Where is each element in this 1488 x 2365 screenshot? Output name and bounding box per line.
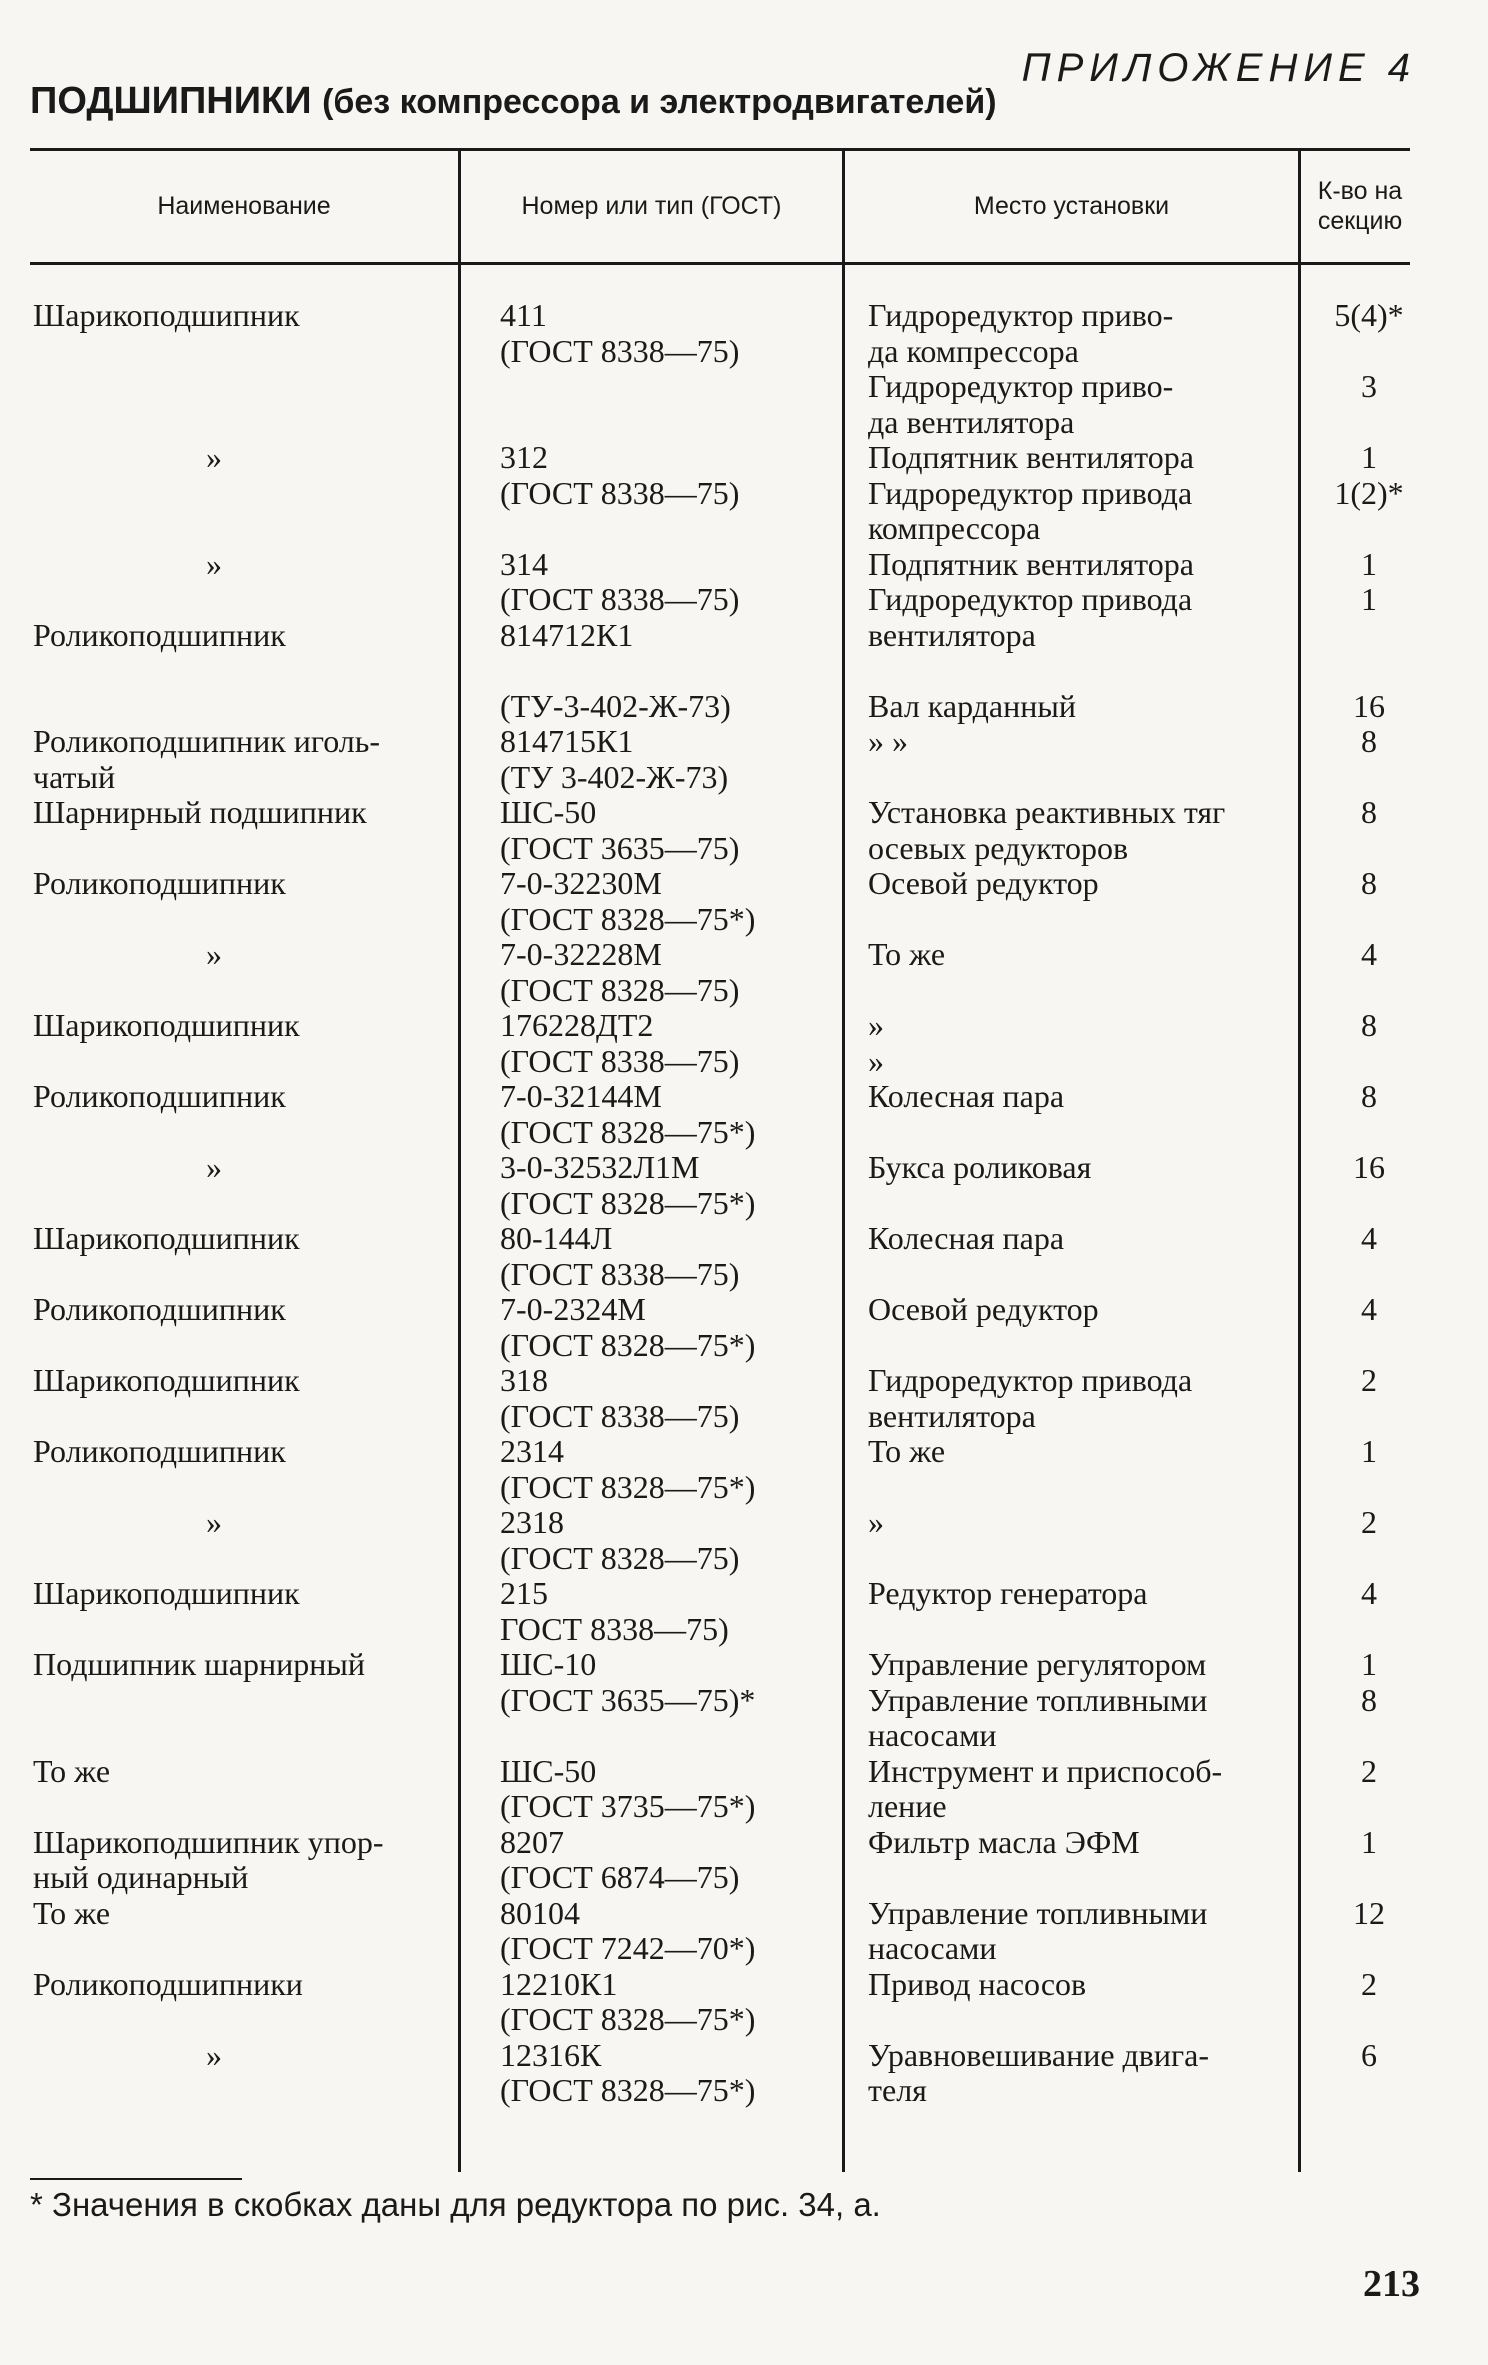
cell-qty: 4 <box>1361 1220 1377 1256</box>
cell-qty <box>1304 1328 1434 1364</box>
cell-qty <box>1304 760 1434 796</box>
cell-place <box>842 1328 1304 1364</box>
cell-number: (ГОСТ 8338—75) <box>500 1397 740 1434</box>
cell-number <box>458 405 842 441</box>
cell-name <box>0 653 458 689</box>
cell-place: ление <box>868 1788 947 1824</box>
cell-place: Гидроредуктор приво- <box>868 297 1174 333</box>
cell-qty: 8 <box>1361 1078 1377 1114</box>
cell-number: 411 <box>500 297 547 333</box>
cell-name: Шарикоподшипник <box>33 1362 300 1398</box>
cell-place: Инструмент и приспособ- <box>868 1752 1223 1789</box>
table-row <box>0 1860 1488 1896</box>
cell-number: (ГОСТ 8338—75) <box>500 1042 740 1079</box>
table-row <box>0 795 1488 831</box>
cell-place: Гидроредуктор привода <box>868 1362 1193 1398</box>
table-row <box>0 582 1488 618</box>
cell-qty: 5(4)* <box>1334 297 1404 333</box>
cell-qty: 1 <box>1361 439 1377 475</box>
cell-number: (ГОСТ 7242—70*) <box>500 1930 756 1966</box>
cell-name: » <box>206 936 222 972</box>
cell-qty <box>1304 1931 1434 1967</box>
cell-place: То же <box>868 1433 946 1469</box>
cell-name: » <box>206 2036 222 2073</box>
cell-name: » <box>206 1149 222 1185</box>
cell-name <box>0 1683 458 1719</box>
cell-number: 7-0-32144М <box>500 1078 662 1114</box>
cell-name <box>0 369 458 405</box>
cell-name: Роликоподшипник <box>33 1433 286 1469</box>
cell-qty <box>1304 1612 1434 1648</box>
cell-name <box>0 973 458 1009</box>
cell-number: (ГОСТ 8328—75*) <box>500 900 756 937</box>
cell-number: ШС-10 <box>500 1646 597 1682</box>
cell-number: 318 <box>500 1362 548 1398</box>
cell-qty: 4 <box>1361 936 1377 972</box>
cell-number: (ГОСТ 8328—75*) <box>500 2072 756 2108</box>
cell-qty: 1 <box>1361 1646 1377 1682</box>
cell-qty: 2 <box>1361 1752 1377 1789</box>
cell-place: Колесная пара <box>868 1078 1065 1114</box>
cell-place: Осевой редуктор <box>868 1291 1099 1327</box>
cell-number: ГОСТ 8338—75) <box>500 1610 729 1647</box>
cell-qty: 2 <box>1361 1965 1377 2002</box>
cell-number: (ГОСТ 3735—75*) <box>500 1788 756 1824</box>
cell-qty <box>1304 618 1434 654</box>
cell-name: » <box>206 1504 222 1540</box>
cell-place: Управление регулятором <box>868 1646 1207 1682</box>
table-row <box>0 760 1488 796</box>
title-subtitle: (без компрессора и электродвигателей) <box>322 83 997 121</box>
cell-name: Роликоподшипник <box>33 616 286 653</box>
table-row <box>0 1931 1488 1967</box>
cell-name <box>0 476 458 512</box>
page-title <box>30 80 997 123</box>
cell-name: ный одинарный <box>33 1859 249 1895</box>
table-row <box>0 1470 1488 1506</box>
cell-number: (ГОСТ 8338—75) <box>500 332 740 369</box>
cell-place: Установка реактивных тяг <box>868 794 1226 830</box>
cell-place <box>842 1612 1304 1648</box>
cell-name: Шарикоподшипник <box>33 1575 300 1611</box>
table-header-rule <box>30 262 1410 265</box>
cell-name: Шарикоподшипник <box>33 1007 300 1043</box>
cell-name <box>0 1931 458 1967</box>
cell-name: » <box>206 545 222 582</box>
table-row <box>0 1363 1488 1399</box>
cell-place <box>842 1541 1304 1577</box>
cell-qty <box>1304 653 1434 689</box>
cell-number: 12210К1 <box>500 1965 618 2002</box>
cell-number: 8207 <box>500 1823 564 1860</box>
table-row <box>0 1115 1488 1151</box>
cell-name: Шарнирный подшипник <box>33 794 367 830</box>
cell-place <box>842 973 1304 1009</box>
cell-qty: 8 <box>1361 1681 1377 1718</box>
cell-name <box>0 1789 458 1825</box>
cell-qty: 8 <box>1361 1007 1377 1043</box>
cell-place: да вентилятора <box>868 403 1075 440</box>
cell-qty: 16 <box>1353 687 1385 724</box>
cell-qty: 8 <box>1361 865 1377 901</box>
table-row <box>0 1825 1488 1861</box>
cell-name <box>0 2002 458 2038</box>
cell-place: вентилятора <box>868 1397 1036 1434</box>
cell-place: » » <box>868 723 908 759</box>
cell-number: (ГОСТ 8338—75) <box>500 581 740 617</box>
cell-place: Подпятник вентилятора <box>868 439 1194 475</box>
cell-number: 814712К1 <box>500 616 634 653</box>
table-row <box>0 298 1488 334</box>
cell-number: 2314 <box>500 1433 564 1469</box>
table-row <box>0 902 1488 938</box>
cell-place <box>842 2002 1304 2038</box>
cell-place <box>842 760 1304 796</box>
cell-name: Шарикоподшипник упор- <box>33 1823 384 1860</box>
table-body <box>0 298 1488 2109</box>
cell-number: (ГОСТ 8328—75) <box>500 1539 740 1576</box>
cell-name <box>0 1044 458 1080</box>
cell-place: Гидроредуктор привода <box>868 581 1193 617</box>
cell-place: » <box>868 1042 884 1079</box>
cell-number: 2318 <box>500 1504 564 1540</box>
cell-name <box>0 689 458 725</box>
table-row <box>0 1221 1488 1257</box>
cell-qty <box>1304 831 1434 867</box>
cell-qty <box>1304 2073 1434 2109</box>
table-row <box>0 1718 1488 1754</box>
table-row <box>0 1541 1488 1577</box>
cell-name <box>0 1115 458 1151</box>
cell-number: (ГОСТ 8338—75) <box>500 1255 740 1292</box>
page-number: 213 <box>1363 2263 1420 2305</box>
cell-qty: 1(2)* <box>1334 474 1404 511</box>
cell-number: (ТУ 3-402-Ж-73) <box>500 758 729 795</box>
cell-number <box>458 369 842 405</box>
cell-qty: 16 <box>1353 1149 1385 1185</box>
cell-place <box>842 653 1304 689</box>
cell-name <box>0 582 458 618</box>
table-row <box>0 724 1488 760</box>
table-row <box>0 1434 1488 1470</box>
cell-number: (ГОСТ 6874—75) <box>500 1859 740 1895</box>
cell-number: ШС-50 <box>500 1752 597 1789</box>
cell-place <box>842 1186 1304 1222</box>
cell-qty <box>1304 511 1434 547</box>
column-header-place: Место установки <box>973 192 1170 220</box>
cell-number: 12316К <box>500 2036 602 2073</box>
cell-place: Привод насосов <box>868 1965 1087 2002</box>
cell-place: Фильтр масла ЭФМ <box>868 1823 1140 1860</box>
cell-qty <box>1304 334 1434 370</box>
table-row <box>0 2038 1488 2074</box>
table-row <box>0 973 1488 1009</box>
column-header-qty: К-во на секцию <box>1317 177 1403 235</box>
cell-place: теля <box>868 2072 927 2108</box>
cell-place: вентилятора <box>868 616 1036 653</box>
cell-name <box>0 1612 458 1648</box>
cell-qty <box>1304 1186 1434 1222</box>
footnote: * Значения в скобках даны для редуктора по рис. 34, а. <box>30 2186 881 2223</box>
cell-name: То же <box>33 1752 111 1789</box>
table-row <box>0 2073 1488 2109</box>
cell-place: осевых редукторов <box>868 829 1129 866</box>
cell-number: 215 <box>500 1575 548 1611</box>
table-row <box>0 405 1488 441</box>
cell-number: 814715К1 <box>500 723 634 759</box>
cell-place: Гидроредуктор приво- <box>868 368 1174 404</box>
cell-qty: 8 <box>1361 794 1377 830</box>
cell-name <box>0 1470 458 1506</box>
table-row <box>0 831 1488 867</box>
cell-place <box>842 902 1304 938</box>
cell-number: 7-0-32228М <box>500 936 662 972</box>
cell-place: Уравновешивание двига- <box>868 2036 1210 2073</box>
cell-qty <box>1304 1470 1434 1506</box>
table-row <box>0 476 1488 512</box>
cell-name <box>0 405 458 441</box>
table-row <box>0 1399 1488 1435</box>
cell-number: (ГОСТ 8328—75) <box>500 971 740 1008</box>
cell-place: компрессора <box>868 510 1041 546</box>
cell-number: 80104 <box>500 1894 580 1931</box>
cell-number <box>458 653 842 689</box>
cell-number: (ГОСТ 8338—75) <box>500 474 740 511</box>
cell-place: Подпятник вентилятора <box>868 545 1194 582</box>
cell-qty: 4 <box>1361 1575 1377 1611</box>
table-row <box>0 1967 1488 2003</box>
cell-name <box>0 1186 458 1222</box>
cell-qty <box>1304 2002 1434 2038</box>
title-main: ПОДШИПНИКИ <box>30 80 312 122</box>
table-row <box>0 369 1488 405</box>
cell-place: Управление топливными <box>868 1681 1208 1718</box>
cell-qty <box>1304 973 1434 1009</box>
cell-place <box>842 1470 1304 1506</box>
cell-number: (ГОСТ 8328—75*) <box>500 1113 756 1150</box>
table-row <box>0 1789 1488 1825</box>
cell-place: То же <box>868 936 946 972</box>
cell-name <box>0 1328 458 1364</box>
table-row <box>0 1505 1488 1541</box>
cell-number: (ГОСТ 8328—75*) <box>500 1326 756 1363</box>
cell-name: чатый <box>33 758 116 795</box>
table-row <box>0 1292 1488 1328</box>
table-row <box>0 1008 1488 1044</box>
table-row <box>0 689 1488 725</box>
cell-place: Вал карданный <box>868 687 1076 724</box>
cell-name <box>0 2073 458 2109</box>
cell-name <box>0 831 458 867</box>
table-row <box>0 1576 1488 1612</box>
cell-number <box>458 1718 842 1754</box>
cell-name <box>0 902 458 938</box>
cell-number: (ГОСТ 8328—75*) <box>500 1468 756 1505</box>
table-row <box>0 653 1488 689</box>
table-row <box>0 1079 1488 1115</box>
cell-place <box>842 1257 1304 1293</box>
cell-name: Шарикоподшипник <box>33 297 300 333</box>
cell-name <box>0 1541 458 1577</box>
cell-place: Гидроредуктор привода <box>868 474 1193 511</box>
cell-qty: 1 <box>1361 581 1377 617</box>
table-row <box>0 511 1488 547</box>
cell-number: 80-144Л <box>500 1220 613 1256</box>
cell-number: 312 <box>500 439 548 475</box>
cell-number: 314 <box>500 545 548 582</box>
cell-place: насосами <box>868 1717 997 1753</box>
table-row <box>0 866 1488 902</box>
cell-place: Букса роликовая <box>868 1149 1092 1185</box>
cell-place: да компрессора <box>868 332 1079 369</box>
cell-name: Роликоподшипник <box>33 865 286 901</box>
cell-qty: 3 <box>1361 368 1377 404</box>
cell-qty <box>1304 1860 1434 1896</box>
cell-place <box>842 1115 1304 1151</box>
cell-place: Управление топливными <box>868 1894 1208 1931</box>
table-row <box>0 1150 1488 1186</box>
cell-place: Колесная пара <box>868 1220 1065 1256</box>
cell-qty: 1 <box>1361 1433 1377 1469</box>
cell-number: ШС-50 <box>500 794 597 830</box>
table-row <box>0 1186 1488 1222</box>
cell-name: То же <box>33 1894 111 1931</box>
cell-qty <box>1304 1115 1434 1151</box>
cell-qty <box>1304 1257 1434 1293</box>
table-row <box>0 618 1488 654</box>
cell-qty: 2 <box>1361 1504 1377 1540</box>
cell-qty <box>1304 1789 1434 1825</box>
cell-number: 176228ДТ2 <box>500 1007 654 1043</box>
column-header-name: Наименование <box>157 192 331 220</box>
cell-number: (ГОСТ 3635—75) <box>500 829 740 866</box>
table-row <box>0 334 1488 370</box>
cell-qty: 8 <box>1361 723 1377 759</box>
cell-number: (ТУ-3-402-Ж-73) <box>500 687 731 724</box>
cell-qty <box>1304 1044 1434 1080</box>
column-header-number: Номер или тип (ГОСТ) <box>521 192 782 220</box>
table-row <box>0 547 1488 583</box>
cell-number <box>458 511 842 547</box>
table-row <box>0 1612 1488 1648</box>
cell-place: насосами <box>868 1930 997 1966</box>
cell-qty: 2 <box>1361 1362 1377 1398</box>
cell-name: » <box>206 439 222 475</box>
cell-qty: 12 <box>1353 1894 1385 1931</box>
cell-qty: 4 <box>1361 1291 1377 1327</box>
table-row <box>0 937 1488 973</box>
cell-name <box>0 1257 458 1293</box>
cell-number: (ГОСТ 8328—75*) <box>500 2001 756 2037</box>
cell-name: Роликоподшипник <box>33 1291 286 1327</box>
cell-qty: 1 <box>1361 545 1377 582</box>
cell-name <box>0 511 458 547</box>
table-row <box>0 1257 1488 1293</box>
cell-number: (ГОСТ 3635—75)* <box>500 1681 756 1718</box>
cell-place <box>842 1860 1304 1896</box>
table-row <box>0 1328 1488 1364</box>
cell-name <box>0 334 458 370</box>
cell-place: » <box>868 1504 884 1540</box>
cell-qty <box>1304 1718 1434 1754</box>
table-row <box>0 1754 1488 1790</box>
cell-name: Роликоподшипники <box>33 1965 303 2002</box>
cell-number: 7-0-2324М <box>500 1291 646 1327</box>
cell-number: 7-0-32230М <box>500 865 662 901</box>
footnote-rule <box>30 2178 242 2180</box>
cell-name: Роликоподшипник <box>33 1078 286 1114</box>
cell-name: Подшипник шарнирный <box>33 1646 365 1682</box>
table-row <box>0 1896 1488 1932</box>
cell-name <box>0 1718 458 1754</box>
cell-qty <box>1304 902 1434 938</box>
cell-qty: 6 <box>1361 2036 1377 2073</box>
cell-place: Редуктор генератора <box>868 1575 1148 1611</box>
table-row <box>0 1044 1488 1080</box>
cell-name <box>0 1399 458 1435</box>
cell-place: Осевой редуктор <box>868 865 1099 901</box>
table-row <box>0 1683 1488 1719</box>
cell-qty <box>1304 1399 1434 1435</box>
cell-name: Роликоподшипник иголь- <box>33 723 381 759</box>
cell-number: 3-0-32532Л1М <box>500 1149 700 1185</box>
cell-qty <box>1304 1541 1434 1577</box>
cell-qty: 1 <box>1361 1823 1377 1860</box>
appendix-label: ПРИЛОЖЕНИЕ 4 <box>1021 46 1416 90</box>
table-row <box>0 1647 1488 1683</box>
cell-qty <box>1304 405 1434 441</box>
cell-name: Шарикоподшипник <box>33 1220 300 1256</box>
cell-number: (ГОСТ 8328—75*) <box>500 1184 756 1221</box>
table-row <box>0 440 1488 476</box>
table-row <box>0 2002 1488 2038</box>
cell-place: » <box>868 1007 884 1043</box>
